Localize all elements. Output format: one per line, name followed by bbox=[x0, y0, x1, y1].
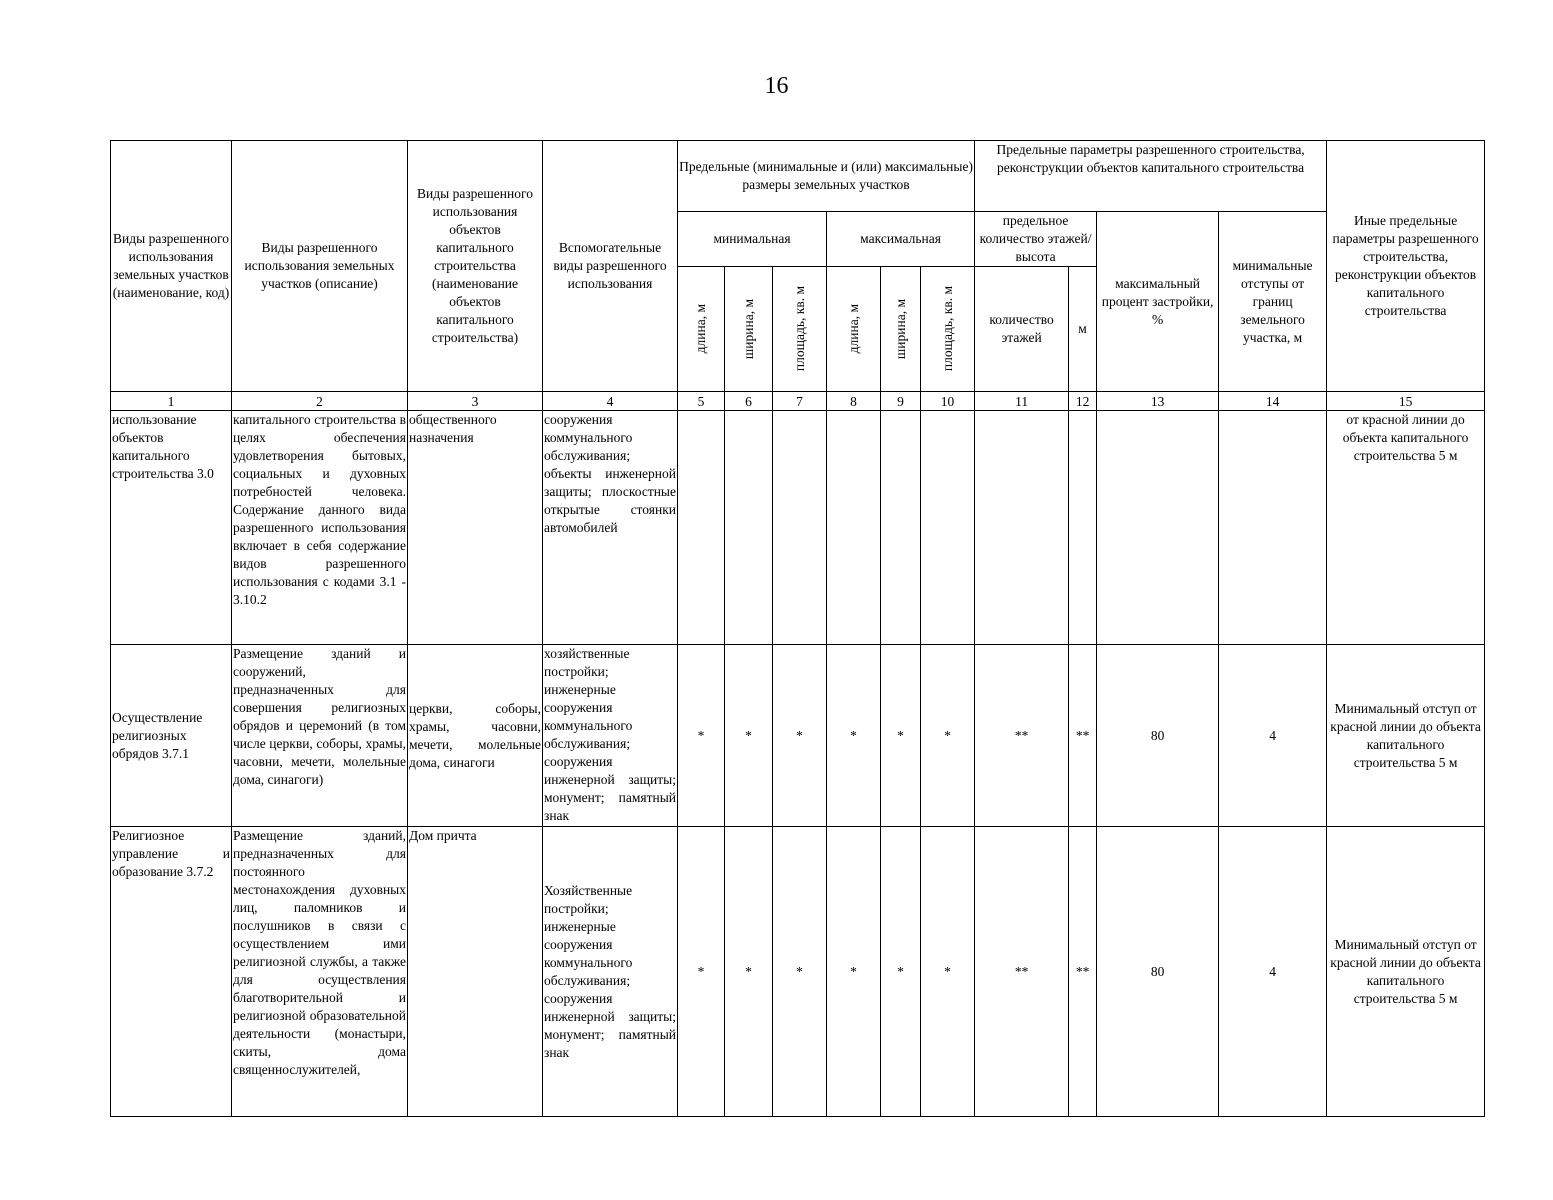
column-number: 1 bbox=[111, 392, 232, 411]
auxiliary-uses: сооружения коммунального обслуживания; объекты инженерной защиты; плоскостные открытые стоянки автомобилей bbox=[543, 411, 678, 645]
other-params: Минимальный отступ от красной линии до объекта капитального строительства 5 м bbox=[1327, 645, 1485, 827]
floors-value bbox=[975, 411, 1069, 645]
max-area-value: * bbox=[921, 827, 975, 1117]
header-max-length: длина, м bbox=[827, 267, 881, 392]
header-col4: Вспомогательные виды разрешенного использования bbox=[543, 141, 678, 392]
height-value bbox=[1069, 411, 1097, 645]
min-length-value: * bbox=[678, 645, 725, 827]
header-col3: Виды разрешенного использования объектов капитального строительства (наименование объектов капитального строительства) bbox=[408, 141, 543, 392]
max-percent-value: 80 bbox=[1097, 827, 1219, 1117]
header-col1: Виды разрешенного использования земельных участков (наименование, код) bbox=[111, 141, 232, 392]
header-max-percent: максимальный процент застройки, % bbox=[1097, 212, 1219, 392]
column-number: 2 bbox=[232, 392, 408, 411]
header-group-params: Предельные параметры разрешенного строительства, реконструкции объектов капитального строительства bbox=[975, 141, 1327, 212]
max-width-value: * bbox=[881, 645, 921, 827]
column-number: 10 bbox=[921, 392, 975, 411]
max-area-value: * bbox=[921, 645, 975, 827]
header-minimal: минимальная bbox=[678, 212, 827, 267]
land-use-description: Размещение зданий, предназначенных для постоянного местонахождения духовных лиц, паломников и послушников в связи с осуществлением ими религиозной службы, а также для осуществления благотворительной и религиозной образовательной деятельности (монастыри, скиты, дома священнослужителей, bbox=[232, 827, 408, 1117]
column-number: 4 bbox=[543, 392, 678, 411]
column-number: 14 bbox=[1219, 392, 1327, 411]
min-width-value bbox=[725, 411, 773, 645]
max-area-value bbox=[921, 411, 975, 645]
header-max-width: ширина, м bbox=[881, 267, 921, 392]
floors-value: ** bbox=[975, 827, 1069, 1117]
column-number: 13 bbox=[1097, 392, 1219, 411]
header-floors-group: предельное количество этажей/высота bbox=[975, 212, 1097, 267]
max-width-value: * bbox=[881, 827, 921, 1117]
height-value: ** bbox=[1069, 827, 1097, 1117]
max-length-value bbox=[827, 411, 881, 645]
header-min-setback: минимальные отступы от границ земельного участка, м bbox=[1219, 212, 1327, 392]
header-maximal: максимальная bbox=[827, 212, 975, 267]
max-percent-value: 80 bbox=[1097, 645, 1219, 827]
min-area-value: * bbox=[773, 645, 827, 827]
header-floors: количество этажей bbox=[975, 267, 1069, 392]
min-setback-value: 4 bbox=[1219, 827, 1327, 1117]
other-params: Минимальный отступ от красной линии до объекта капитального строительства 5 м bbox=[1327, 827, 1485, 1117]
max-percent-value bbox=[1097, 411, 1219, 645]
land-use-name: использование объектов капитального строительства 3.0 bbox=[111, 411, 232, 645]
min-width-value: * bbox=[725, 645, 773, 827]
land-use-description: капитального строительства в целях обеспечения удовлетворения бытовых, социальных и духовных потребностей человека. Содержание данного вида разрешенного использования включает в себя содержание видов разрешенного использования с кодами 3.1 - 3.10.2 bbox=[232, 411, 408, 645]
column-number: 11 bbox=[975, 392, 1069, 411]
header-group-sizes: Предельные (минимальные и (или) максимальные) размеры земельных участков bbox=[678, 141, 975, 212]
min-length-value: * bbox=[678, 827, 725, 1117]
other-params: от красной линии до объекта капитального строительства 5 м bbox=[1327, 411, 1485, 645]
regulations-table bbox=[110, 140, 1485, 1117]
min-area-value bbox=[773, 411, 827, 645]
column-number: 5 bbox=[678, 392, 725, 411]
column-number: 9 bbox=[881, 392, 921, 411]
table-row bbox=[111, 645, 1485, 827]
column-number: 12 bbox=[1069, 392, 1097, 411]
building-use-types: церкви, соборы, храмы, часовни, мечети, молельные дома, синагоги bbox=[408, 645, 543, 827]
max-length-value: * bbox=[827, 645, 881, 827]
column-number: 6 bbox=[725, 392, 773, 411]
column-number: 8 bbox=[827, 392, 881, 411]
min-setback-value bbox=[1219, 411, 1327, 645]
height-value: ** bbox=[1069, 645, 1097, 827]
building-use-types: Дом причта bbox=[408, 827, 543, 1117]
header-col2: Виды разрешенного использования земельных участков (описание) bbox=[232, 141, 408, 392]
auxiliary-uses: хозяйственные постройки; инженерные сооружения коммунального обслуживания; сооружения инженерной защиты; монумент; памятный знак bbox=[543, 645, 678, 827]
min-length-value bbox=[678, 411, 725, 645]
land-use-description: Размещение зданий и сооружений, предназначенных для совершения религиозных обрядов и церемоний (в том числе церкви, соборы, храмы, часовни, мечети, молельные дома, синагоги) bbox=[232, 645, 408, 827]
floors-value: ** bbox=[975, 645, 1069, 827]
building-use-types: общественного назначения bbox=[408, 411, 543, 645]
header-max-area: площадь, кв. м bbox=[921, 267, 975, 392]
header-min-length: длина, м bbox=[678, 267, 725, 392]
header-min-area: площадь, кв. м bbox=[773, 267, 827, 392]
min-setback-value: 4 bbox=[1219, 645, 1327, 827]
column-number: 3 bbox=[408, 392, 543, 411]
max-width-value bbox=[881, 411, 921, 645]
column-number: 15 bbox=[1327, 392, 1485, 411]
land-use-name: Религиозное управление и образование 3.7.2 bbox=[111, 827, 232, 1117]
min-area-value: * bbox=[773, 827, 827, 1117]
column-number: 7 bbox=[773, 392, 827, 411]
auxiliary-uses: Хозяйственные постройки; инженерные сооружения коммунального обслуживания; сооружения инженерной защиты; монумент; памятный знак bbox=[543, 827, 678, 1117]
table-row bbox=[111, 827, 1485, 1117]
header-row-1 bbox=[111, 141, 1485, 212]
table-row bbox=[111, 411, 1485, 645]
header-meters: м bbox=[1069, 267, 1097, 392]
column-number-row bbox=[111, 392, 1485, 411]
page-number: 16 bbox=[764, 73, 789, 99]
header-col15: Иные предельные параметры разрешенного строительства, реконструкции объектов капитального строительства bbox=[1327, 141, 1485, 392]
max-length-value: * bbox=[827, 827, 881, 1117]
land-use-name: Осуществление религиозных обрядов 3.7.1 bbox=[111, 645, 232, 827]
header-min-width: ширина, м bbox=[725, 267, 773, 392]
min-width-value: * bbox=[725, 827, 773, 1117]
